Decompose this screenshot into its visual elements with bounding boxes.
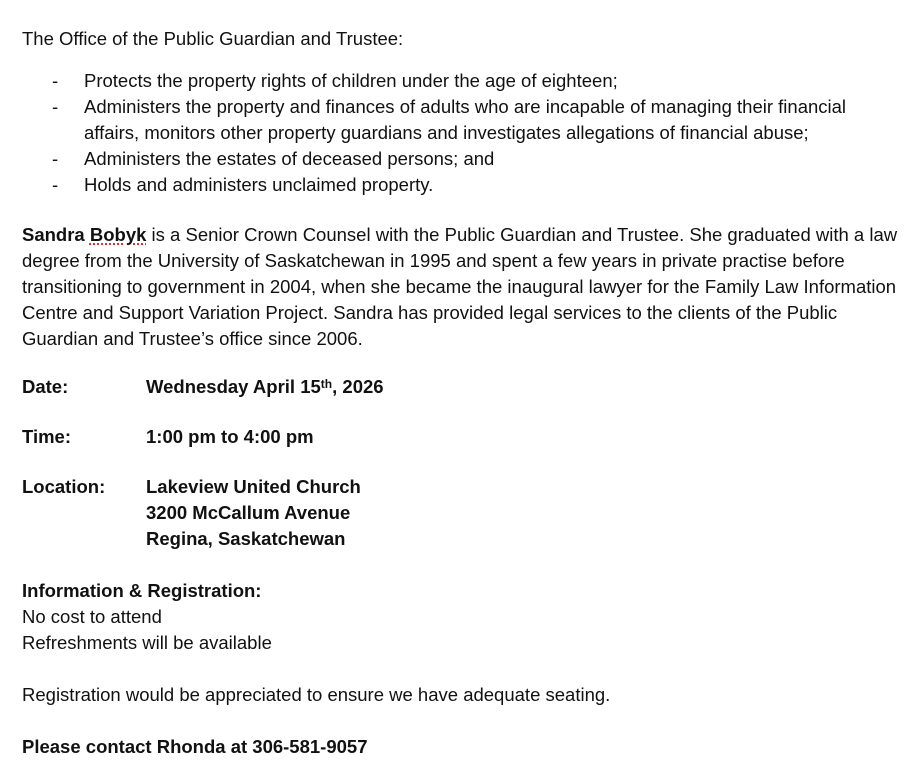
location-value	[146, 474, 361, 552]
registration-note: Registration would be appreciated to ensure we have adequate seating.	[22, 684, 611, 705]
info-heading: Information & Registration:	[22, 580, 262, 601]
info-refreshments: Refreshments will be available	[22, 632, 272, 653]
dash-bullet-icon: -	[52, 96, 59, 117]
duties-list	[22, 68, 902, 198]
time-value: 1:00 pm to 4:00 pm	[146, 426, 314, 447]
dash-bullet-icon: -	[52, 174, 59, 195]
speaker-bio	[22, 222, 902, 352]
time-label: Time:	[22, 426, 72, 447]
time-row	[22, 424, 902, 450]
list-item: - Protects the property rights of children under the age of eighteen;	[22, 68, 902, 94]
location-row	[22, 474, 902, 552]
location-label: Location:	[22, 476, 106, 497]
contact-line: Please contact Rhonda at 306-581-9057	[22, 736, 368, 757]
speaker-last-name: Bobyk	[89, 224, 147, 245]
location-line-street: 3200 McCallum Avenue	[146, 502, 351, 523]
list-item: - Administers the property and finances of adults who are incapable of managing their financial affairs, monitors other property guardians and investigates allegations of financial abuse;	[52, 96, 847, 143]
list-item: - Holds and administers unclaimed property.	[22, 172, 902, 198]
speaker-bio-text: is a Senior Crown Counsel with the Public Guardian and Trustee. She graduated with a law degree from the University of Saskatchewan in 1995 and spent a few years in private practise before transitioning to government in 2004, when she became the inaugural lawyer for the Family Law Information Centre and Support Variation Project. Sandra has provided legal services to the clients of the Public Guardian and Trustee’s office since 2006.	[22, 224, 898, 349]
document-page	[22, 26, 902, 760]
intro-heading: The Office of the Public Guardian and Trustee:	[22, 28, 404, 49]
dash-bullet-icon: -	[52, 70, 59, 91]
info-cost: No cost to attend	[22, 606, 162, 627]
location-line-venue: Lakeview United Church	[146, 476, 361, 497]
list-item: - Administers the estates of deceased persons; and	[22, 146, 902, 172]
speaker-first-name: Sandra	[22, 224, 85, 245]
date-row	[22, 374, 902, 400]
date-label: Date:	[22, 376, 69, 397]
date-value: Wednesday April 15th, 2026	[146, 376, 384, 397]
dash-bullet-icon: -	[52, 148, 59, 169]
location-line-city: Regina, Saskatchewan	[146, 528, 346, 549]
info-section	[22, 578, 902, 656]
